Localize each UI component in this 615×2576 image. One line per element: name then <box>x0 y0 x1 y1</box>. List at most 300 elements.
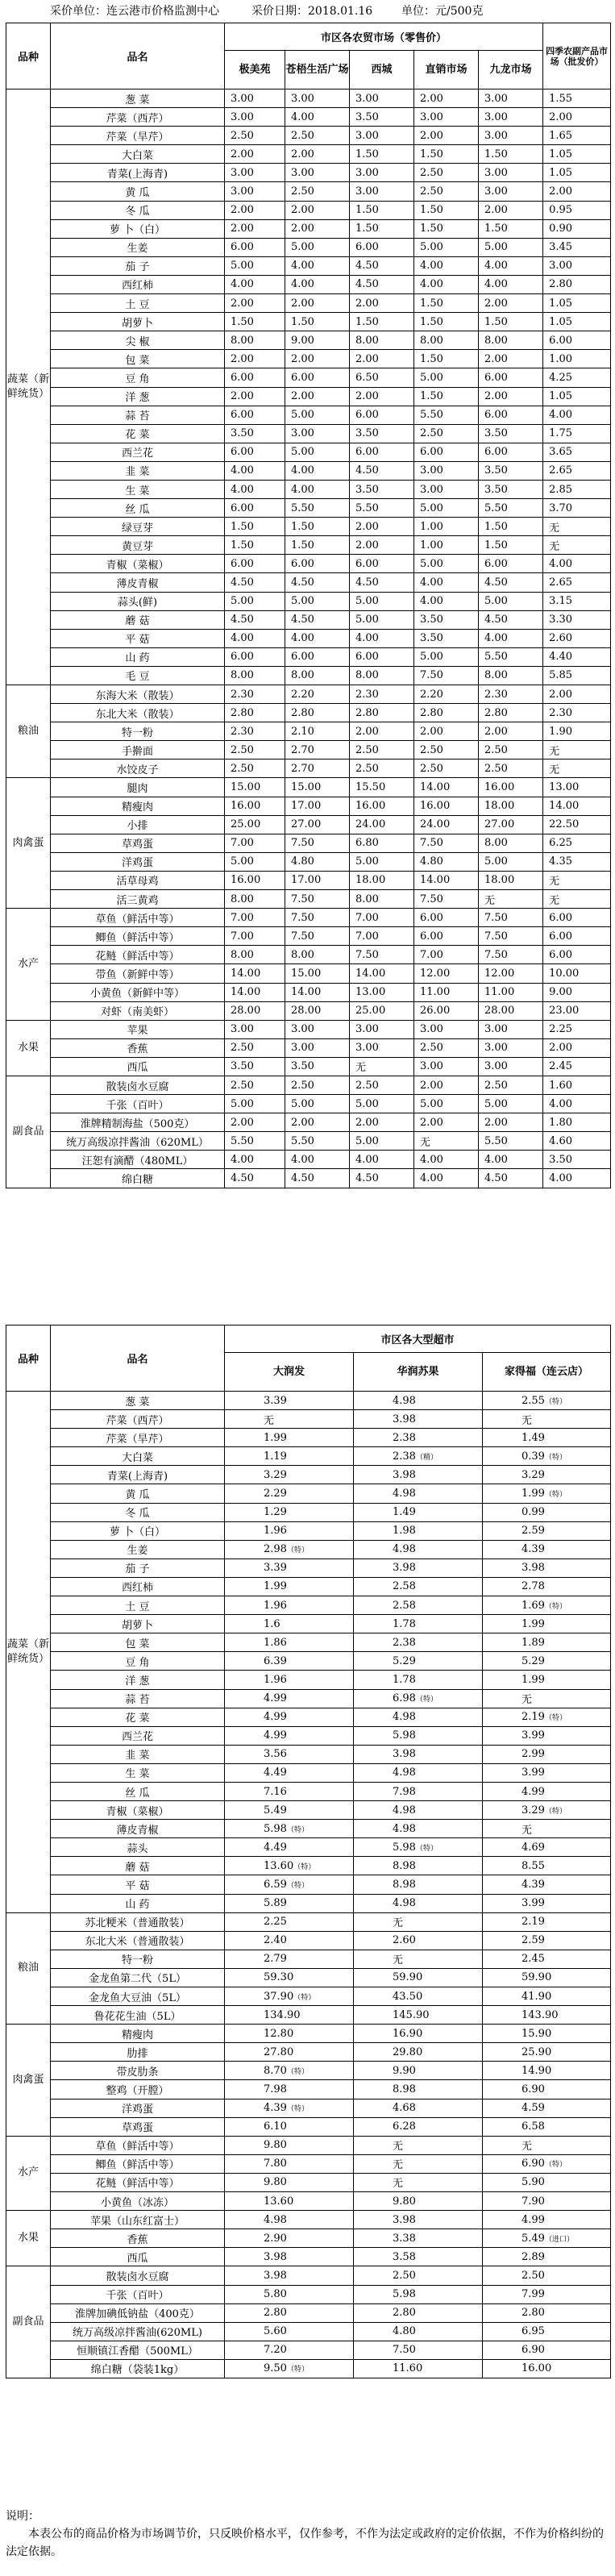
price-cell: 3.00 <box>479 127 543 145</box>
price-cell <box>225 2303 354 2322</box>
price-value: 6.39 <box>264 1654 287 1667</box>
price-cell: 5.85 <box>543 666 611 685</box>
price-value: 2.80 <box>264 2307 287 2320</box>
price-value: 4.49 <box>264 1841 287 1854</box>
price-cell: 3.50 <box>285 1057 350 1076</box>
price-cell <box>483 2192 611 2211</box>
table-row <box>6 1429 611 1447</box>
price-value: 15.90 <box>522 2027 552 2040</box>
supermarket-header: 家得福（连云店） <box>483 1353 611 1392</box>
price-cell: 4.50 <box>350 573 414 592</box>
price-value: 5.89 <box>264 1897 287 1910</box>
item-name: 淮牌精制海盐（500克） <box>51 1113 225 1132</box>
supermarket-price-table <box>6 1325 611 2378</box>
price-value: 4.98 <box>393 1897 416 1910</box>
price-cell: 4.25 <box>543 368 611 387</box>
price-value: 59.90 <box>393 1971 423 1984</box>
price-cell <box>483 2136 611 2154</box>
price-cell: 1.50 <box>414 219 479 238</box>
price-value: 1.19 <box>264 1450 287 1463</box>
price-value: 3.39 <box>264 1562 287 1575</box>
price-cell <box>354 1708 483 1726</box>
price-cell: 17.00 <box>285 797 350 815</box>
price-cell: 7.50 <box>479 909 543 927</box>
price-cell: 2.00 <box>285 201 350 219</box>
price-cell <box>483 1652 611 1671</box>
price-value: 3.56 <box>264 1748 287 1761</box>
price-cell: 5.00 <box>350 592 414 610</box>
price-cell: 4.00 <box>479 1151 543 1169</box>
price-value: 3.39 <box>264 1394 287 1407</box>
table-row <box>6 1726 611 1745</box>
price-cell <box>354 1763 483 1782</box>
item-name: 生姜 <box>51 238 225 256</box>
price-cell: 5.00 <box>285 592 350 610</box>
price-tag: （特） <box>286 1546 309 1555</box>
price-cell: 2.20 <box>285 685 350 704</box>
price-cell: 3.00 <box>414 1057 479 1076</box>
price-cell <box>354 2303 483 2322</box>
price-tag: （特） <box>286 2067 309 2076</box>
price-cell: 2.30 <box>225 685 285 704</box>
price-cell: 1.50 <box>350 201 414 219</box>
market-header: 九龙市场 <box>479 51 543 89</box>
table-row <box>6 1894 611 1912</box>
price-value: 7.80 <box>264 2158 287 2170</box>
price-value: 3.98 <box>393 1468 416 1481</box>
price-cell: 1.50 <box>350 219 414 238</box>
price-cell: 2.50 <box>479 1076 543 1094</box>
price-cell <box>483 2006 611 2025</box>
price-cell: 5.50 <box>479 647 543 666</box>
price-cell: 6.00 <box>543 946 611 964</box>
price-value: 3.99 <box>522 1729 545 1742</box>
table-row <box>6 368 611 387</box>
price-cell: 3.00 <box>225 89 285 108</box>
price-cell: 5.00 <box>285 1095 350 1113</box>
price-value: 4.98 <box>393 1394 416 1407</box>
price-cell: 2.50 <box>225 1076 285 1094</box>
table-row <box>6 964 611 983</box>
price-cell: 4.00 <box>350 1151 414 1169</box>
item-name: 东海大米（散装） <box>51 685 225 704</box>
price-value: 6.58 <box>522 2120 545 2133</box>
item-name: 草鱼（鲜活中等） <box>51 2136 225 2154</box>
item-name: 芹菜（旱芹） <box>51 127 225 145</box>
price-value: 3.98 <box>393 2213 416 2226</box>
price-cell <box>225 1726 354 1745</box>
item-name: 洋鸡蛋 <box>51 2099 225 2117</box>
price-cell <box>225 1615 354 1633</box>
price-cell: 4.50 <box>350 1169 414 1188</box>
table-row <box>6 1410 611 1429</box>
table-row <box>6 1503 611 1521</box>
price-value: 3.99 <box>522 1897 545 1910</box>
price-cell: 2.00 <box>414 1076 479 1094</box>
price-cell <box>483 2229 611 2248</box>
price-cell: 6.00 <box>479 406 543 424</box>
price-cell: 4.00 <box>285 461 350 480</box>
price-cell: 7.50 <box>414 890 479 909</box>
item-name: 蒜头(鲜) <box>51 592 225 610</box>
price-cell: 8.00 <box>225 666 285 685</box>
price-value: 1.29 <box>264 1506 287 1519</box>
price-cell <box>483 2154 611 2173</box>
price-cell <box>225 1540 354 1559</box>
price-value: 2.90 <box>264 2232 287 2245</box>
price-cell: 22.50 <box>543 815 611 834</box>
price-cell <box>354 1633 483 1652</box>
price-cell: 2.00 <box>543 685 611 704</box>
price-cell: 0.95 <box>543 201 611 219</box>
price-value: 6.95 <box>522 2325 545 2338</box>
price-cell <box>483 2117 611 2136</box>
table-row <box>6 1169 611 1188</box>
price-cell: 6.00 <box>543 331 611 350</box>
price-cell: 18.00 <box>479 871 543 889</box>
price-value: 59.90 <box>522 1971 552 1984</box>
item-name: 淮牌加碘低钠盐（400克） <box>51 2303 225 2322</box>
price-cell: 5.00 <box>414 238 479 256</box>
table-row <box>6 852 611 871</box>
item-name: 黄 瓜 <box>51 1484 225 1503</box>
price-cell <box>354 2229 483 2248</box>
price-cell <box>354 2285 483 2303</box>
price-cell: 2.00 <box>285 1113 350 1132</box>
price-value: 4.98 <box>393 1711 416 1724</box>
price-cell <box>483 2173 611 2191</box>
price-cell: 5.00 <box>479 852 543 871</box>
item-name: 鲫鱼（鲜活中等） <box>51 2154 225 2173</box>
price-cell: 6.50 <box>350 368 414 387</box>
item-name: 西红柿 <box>51 275 225 293</box>
price-cell <box>225 1671 354 1689</box>
item-name: 小排 <box>51 815 225 834</box>
table-row <box>6 201 611 219</box>
price-cell: 4.50 <box>225 610 285 629</box>
price-cell <box>354 1540 483 1559</box>
table-row <box>6 480 611 498</box>
table-row <box>6 294 611 313</box>
price-value: 8.98 <box>393 1878 416 1891</box>
price-cell: 5.00 <box>479 592 543 610</box>
item-name: 散装卤水豆腐 <box>51 1076 225 1094</box>
price-cell: 3.00 <box>414 461 479 480</box>
price-cell: 2.00 <box>479 294 543 313</box>
table-row <box>6 983 611 1001</box>
market-group-header: 市区各农贸市场（零售价） <box>225 23 543 51</box>
price-tag: （特） <box>544 1397 567 1406</box>
table-row <box>6 741 611 759</box>
price-cell <box>483 1410 611 1429</box>
price-value: 2.29 <box>264 1488 287 1500</box>
table-row <box>6 461 611 480</box>
price-value: 无 <box>522 1694 533 1707</box>
price-cell: 1.55 <box>543 89 611 108</box>
price-cell <box>354 1875 483 1894</box>
price-value: 4.98 <box>393 1804 416 1817</box>
price-cell: 2.00 <box>225 350 285 368</box>
price-cell <box>225 1466 354 1484</box>
price-cell <box>483 1987 611 2006</box>
wholesale-market-header: 四季农副产品市场（批发价） <box>543 23 611 89</box>
price-tag: （特） <box>415 1844 438 1853</box>
price-cell: 4.00 <box>479 629 543 647</box>
note-title: 说明： <box>6 2510 39 2523</box>
item-name: 金龙鱼大豆油（5L） <box>51 1987 225 2006</box>
table-row <box>6 2266 611 2285</box>
price-cell: 2.50 <box>414 424 479 443</box>
price-value: 3.98 <box>264 2269 287 2282</box>
price-cell <box>225 2285 354 2303</box>
price-cell: 1.00 <box>414 518 479 536</box>
table-row <box>6 629 611 647</box>
price-value: 3.58 <box>393 2250 416 2263</box>
table-row <box>6 1652 611 1671</box>
price-cell: 8.00 <box>225 890 285 909</box>
price-cell: 8.00 <box>350 890 414 909</box>
price-cell <box>354 1726 483 1745</box>
price-cell: 7.00 <box>414 946 479 964</box>
table-row <box>6 182 611 201</box>
price-cell: 2.50 <box>414 741 479 759</box>
price-cell <box>354 1968 483 1987</box>
price-value: 4.39 <box>264 2102 287 2115</box>
price-cell: 4.50 <box>350 275 414 293</box>
price-cell: 1.00 <box>543 350 611 368</box>
price-cell: 1.50 <box>414 294 479 313</box>
price-cell <box>225 1410 354 1429</box>
item-name: 花鲢（鲜活中等） <box>51 946 225 964</box>
table-row <box>6 256 611 275</box>
price-value: 无 <box>393 2178 404 2191</box>
table-row <box>6 164 611 182</box>
price-value: 1.78 <box>393 1673 416 1686</box>
table-row <box>6 2341 611 2359</box>
price-value: 6.90 <box>522 2083 545 2096</box>
price-cell: 3.65 <box>543 443 611 461</box>
price-cell: 4.00 <box>543 555 611 573</box>
price-cell <box>354 1857 483 1875</box>
item-name: 芹菜（旱芹） <box>51 1429 225 1447</box>
price-cell <box>225 1782 354 1800</box>
price-cell <box>225 1447 354 1466</box>
price-cell: 4.00 <box>414 573 479 592</box>
price-cell <box>483 1763 611 1782</box>
item-name: 胡萝卜 <box>51 1615 225 1633</box>
item-name: 毛 豆 <box>51 666 225 685</box>
price-cell: 无 <box>350 1057 414 1076</box>
category-cell: 副食品 <box>6 2266 51 2378</box>
table-row <box>6 406 611 424</box>
price-cell: 2.50 <box>479 759 543 778</box>
price-value: 4.98 <box>393 1488 416 1500</box>
price-value: 2.99 <box>522 1748 545 1761</box>
price-value: 1.99 <box>264 1580 287 1593</box>
price-cell: 2.00 <box>350 350 414 368</box>
item-name: 冬 瓜 <box>51 201 225 219</box>
item-name: 草鸡蛋 <box>51 834 225 852</box>
table-row <box>6 1950 611 1968</box>
price-cell <box>354 1689 483 1708</box>
price-value: 2.38 <box>393 1431 416 1444</box>
item-name: 洋 葱 <box>51 387 225 406</box>
price-cell: 9.00 <box>543 983 611 1001</box>
table-row <box>6 1095 611 1113</box>
price-value: 1.49 <box>522 1431 545 1444</box>
table-row <box>6 387 611 406</box>
price-cell <box>483 1596 611 1615</box>
price-value: 59.30 <box>264 1971 294 1984</box>
price-cell: 17.00 <box>285 871 350 889</box>
item-name: 芹菜（西芹） <box>51 1410 225 1429</box>
table-row <box>6 647 611 666</box>
table-row <box>6 1577 611 1596</box>
price-tag: （特） <box>286 1825 309 1834</box>
price-cell <box>225 1745 354 1763</box>
price-cell: 7.00 <box>350 927 414 946</box>
price-cell <box>483 2062 611 2080</box>
price-cell: 6.00 <box>414 909 479 927</box>
item-name: 萝 卜（白） <box>51 1521 225 1540</box>
price-cell: 2.00 <box>414 722 479 741</box>
price-cell <box>354 2043 483 2062</box>
price-cell: 25.00 <box>350 1001 414 1020</box>
price-cell: 无 <box>543 536 611 555</box>
item-name: 精瘦肉 <box>51 2025 225 2043</box>
category-cell: 肉禽蛋 <box>6 2025 51 2137</box>
price-value: 6.90 <box>522 2158 545 2170</box>
price-cell: 无 <box>414 1132 479 1151</box>
price-cell: 4.00 <box>479 275 543 293</box>
price-cell <box>483 1782 611 1800</box>
table-row <box>6 1689 611 1708</box>
price-cell <box>225 1857 354 1875</box>
price-value: 无 <box>393 2141 404 2154</box>
price-cell: 2.00 <box>414 127 479 145</box>
price-value: 37.90 <box>264 1990 294 2003</box>
item-name: 青椒（菜椒） <box>51 555 225 573</box>
price-cell: 1.50 <box>225 536 285 555</box>
price-cell <box>354 1801 483 1820</box>
item-name: 汪恕有滴醋（480ML） <box>51 1151 225 1169</box>
price-cell: 1.50 <box>350 313 414 331</box>
price-cell: 2.50 <box>225 1038 285 1057</box>
table-row <box>6 1076 611 1094</box>
item-name: 手擀面 <box>51 741 225 759</box>
price-cell <box>225 2341 354 2359</box>
price-cell: 3.50 <box>414 629 479 647</box>
price-value: 2.59 <box>522 1525 545 1538</box>
price-value: 5.49 <box>264 1804 287 1817</box>
price-cell: 3.00 <box>350 89 414 108</box>
price-cell: 6.00 <box>225 443 285 461</box>
price-cell: 7.50 <box>285 927 350 946</box>
price-value: 3.98 <box>522 1562 545 1575</box>
item-name: 薄皮青椒 <box>51 1820 225 1838</box>
price-cell: 2.80 <box>225 704 285 722</box>
price-value: 1.96 <box>264 1525 287 1538</box>
category-cell: 水果 <box>6 2211 51 2266</box>
price-cell: 4.50 <box>225 573 285 592</box>
item-name: 胡萝卜 <box>51 313 225 331</box>
item-name: 茄 子 <box>51 256 225 275</box>
table-row <box>6 1745 611 1763</box>
price-value: 6.98 <box>393 1692 416 1705</box>
price-cell: 16.00 <box>479 778 543 797</box>
price-value: 1.49 <box>393 1506 416 1519</box>
price-cell: 1.50 <box>414 313 479 331</box>
price-cell: 1.60 <box>543 1076 611 1094</box>
price-cell <box>483 1615 611 1633</box>
price-cell: 5.00 <box>225 1095 285 1113</box>
price-value: 1.78 <box>393 1617 416 1630</box>
price-cell: 6.00 <box>350 238 414 256</box>
price-cell: 4.40 <box>543 647 611 666</box>
price-cell <box>483 1857 611 1875</box>
price-value: 3.29 <box>522 1804 545 1817</box>
price-cell: 3.00 <box>285 1020 350 1038</box>
table-row <box>6 1001 611 1020</box>
item-name: 肋排 <box>51 2043 225 2062</box>
item-name: 小黄鱼（冰冻） <box>51 2192 225 2211</box>
price-value: 5.80 <box>264 2288 287 2301</box>
price-cell <box>483 1466 611 1484</box>
price-cell <box>483 2285 611 2303</box>
price-value: 4.69 <box>522 1841 545 1854</box>
item-name: 花 菜 <box>51 1708 225 1726</box>
price-cell <box>354 1931 483 1950</box>
price-cell: 1.50 <box>479 536 543 555</box>
price-cell: 3.00 <box>479 89 543 108</box>
item-name: 芹菜（西芹） <box>51 108 225 127</box>
price-cell <box>483 1521 611 1540</box>
price-cell <box>483 2266 611 2285</box>
price-cell: 7.50 <box>285 890 350 909</box>
price-cell: 2.85 <box>543 480 611 498</box>
item-name: 蘑 菇 <box>51 610 225 629</box>
price-value: 41.90 <box>522 1990 552 2003</box>
price-cell <box>354 2359 483 2378</box>
table-row <box>6 1132 611 1151</box>
price-cell <box>354 1838 483 1857</box>
price-cell <box>483 1484 611 1503</box>
table-row <box>6 1020 611 1038</box>
price-cell: 2.50 <box>350 741 414 759</box>
price-cell: 4.00 <box>414 1169 479 1188</box>
item-name: 活草母鸡 <box>51 871 225 889</box>
table-row <box>6 685 611 704</box>
table-row <box>6 1968 611 1987</box>
price-cell <box>354 1484 483 1503</box>
table-row <box>6 2192 611 2211</box>
price-cell: 1.05 <box>543 387 611 406</box>
price-cell: 23.00 <box>543 1001 611 1020</box>
price-cell <box>354 2025 483 2043</box>
table-row <box>6 2117 611 2136</box>
table-row <box>6 1987 611 2006</box>
price-cell: 6.00 <box>225 238 285 256</box>
price-tag: （特） <box>293 1862 316 1871</box>
price-cell: 6.00 <box>350 443 414 461</box>
item-name: 绵白糖（袋装1kg） <box>51 2359 225 2378</box>
table-row <box>6 219 611 238</box>
price-cell <box>354 1429 483 1447</box>
price-value: 4.99 <box>264 1711 287 1724</box>
price-cell: 28.00 <box>479 1001 543 1020</box>
price-cell: 4.50 <box>285 1169 350 1188</box>
price-cell: 2.50 <box>225 127 285 145</box>
